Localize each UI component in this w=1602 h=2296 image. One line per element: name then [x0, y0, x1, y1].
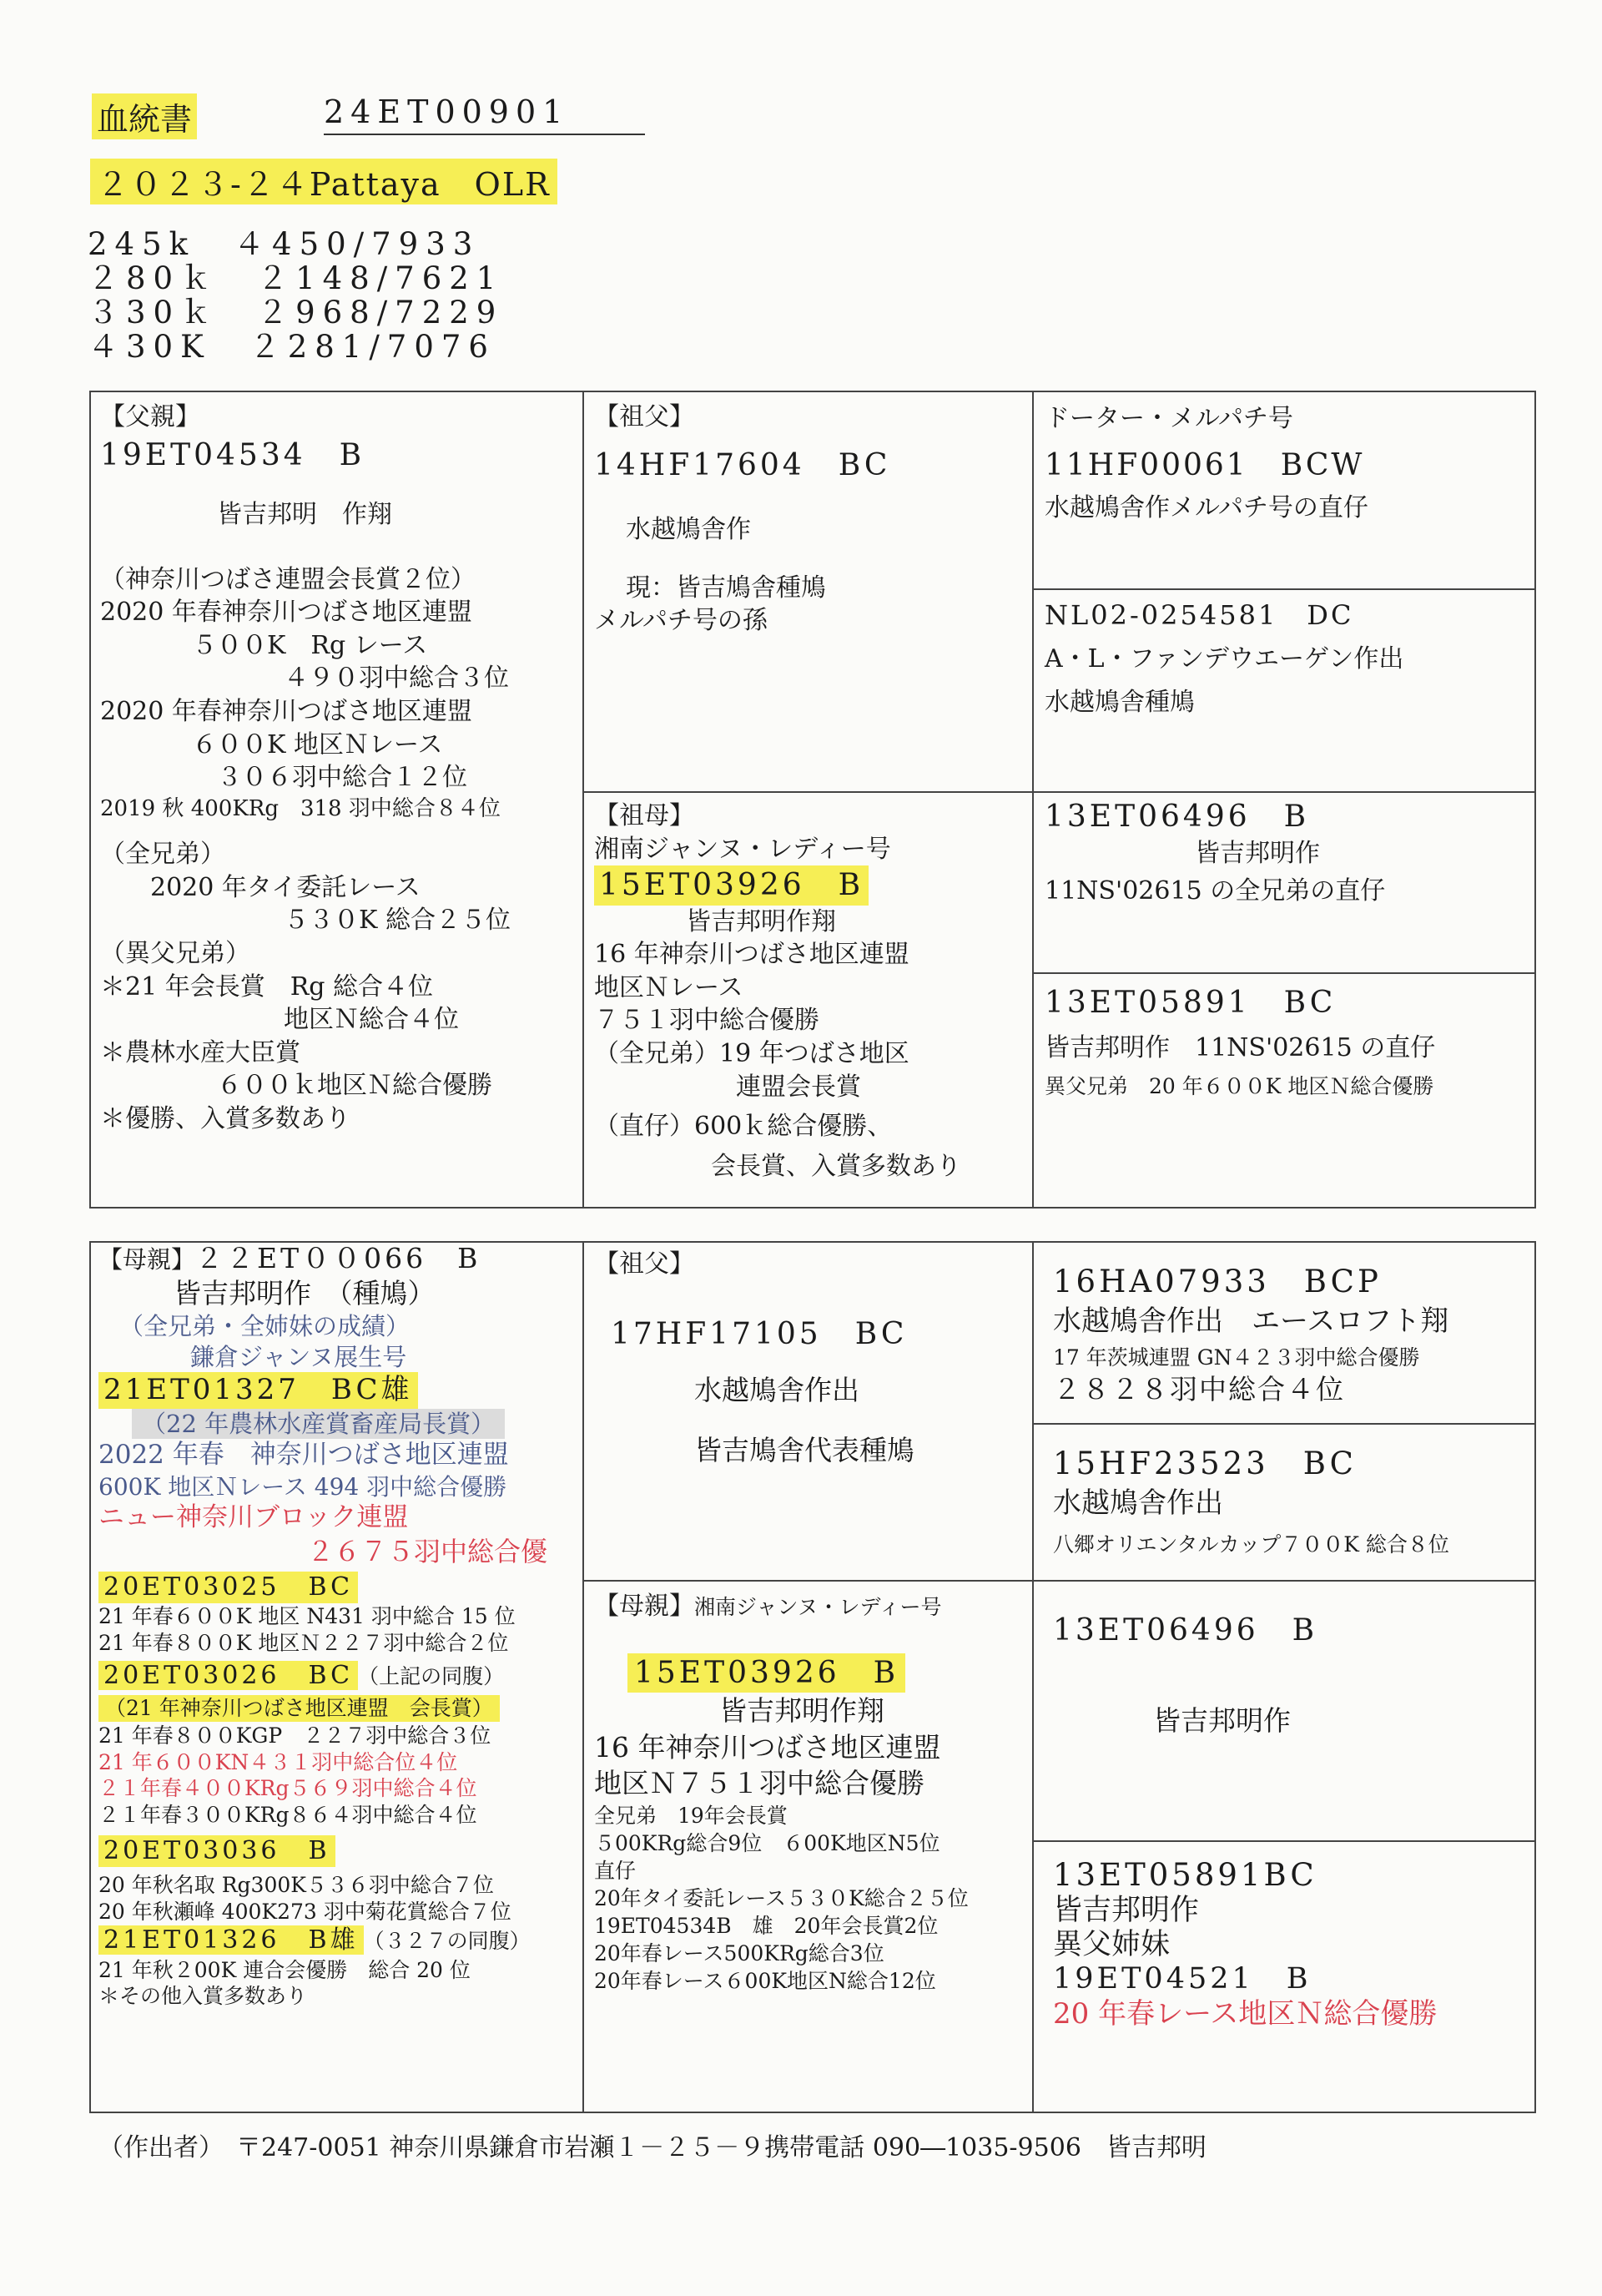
- sire-id: 19ET04534 B: [100, 437, 365, 472]
- granddam-id: 15ET03926 B: [627, 1653, 905, 1693]
- sire-line: ＊農林水産大臣賞: [100, 1037, 300, 1067]
- dam-grandsire-cell: [594, 1248, 1028, 1468]
- sire-granddam-cell: [594, 800, 1028, 1183]
- sire-cell: [100, 401, 576, 1136]
- grandsire-id: 17HF17105 BC: [611, 1316, 908, 1351]
- granddam-heading: [594, 1590, 1028, 1623]
- sib1-line-red: ２６７５羽中総合優: [307, 1535, 548, 1567]
- granddam-label: 【母親】: [594, 1592, 694, 1621]
- sire-line: 2019 秋 400KRg 318 羽中総合８４位: [100, 795, 501, 821]
- sib3-line: 21 年春８００KGP ２２７羽中総合３位: [98, 1723, 491, 1748]
- sib3-award: （21 年神奈川つばさ地区連盟 会長賞）: [98, 1695, 500, 1722]
- sib1-line-red: ニュー神奈川ブロック連盟: [98, 1502, 409, 1533]
- pedigree-id: 24ET00901: [324, 93, 645, 135]
- sib3-note: （上記の同腹）: [358, 1663, 505, 1688]
- sire-line: ３０６羽中総合１２位: [217, 763, 467, 793]
- dam-sib-name: 鎌倉ジャンヌ展生号: [190, 1342, 407, 1371]
- sib5-note: （３２７の同腹）: [363, 1929, 531, 1954]
- ggd1-id: 15HF23523 BC: [1053, 1446, 1357, 1481]
- ggs2-id: 13ET06496 B: [1053, 1613, 1318, 1648]
- granddam-label: 【祖母】: [594, 801, 694, 830]
- sire-line: ４９０羽中総合３位: [284, 664, 509, 694]
- race-name: ２０２３-２４Pattaya OLR: [90, 159, 557, 204]
- ggs1-line: ２８２８羽中総合４位: [1053, 1372, 1345, 1405]
- ggs1-id: 11HF00061 BCW: [1045, 447, 1365, 482]
- ggd1-id: NL02-0254581 DC: [1045, 599, 1354, 631]
- sib3-heading: [98, 1660, 578, 1692]
- ggs2-id: 13ET06496 B: [1045, 800, 1310, 834]
- ggs1-line: 17 年茨城連盟 GN４２３羽中総合優勝: [1053, 1345, 1420, 1370]
- dam-ggd1-cell: [1053, 1444, 1533, 1558]
- dam-breeder: 皆吉邦明作 （種鳩）: [174, 1276, 436, 1309]
- dam-cell: [98, 1241, 578, 2010]
- ggd2-line: 皆吉邦明作 11NS'02615 の直仔: [1045, 1032, 1436, 1062]
- ggs1-name: ドーター・メルパチ号: [1045, 404, 1293, 433]
- grandsire-line: 水越鳩舎作: [626, 515, 751, 545]
- ggs2-line: 皆吉邦明作: [1153, 1703, 1291, 1737]
- sib4-id: 20ET03036 B: [98, 1835, 335, 1867]
- granddam-line: 連盟会長賞: [736, 1072, 861, 1102]
- sib1-award: （22 年農林水産賞畜産局長賞）: [132, 1409, 505, 1440]
- granddam-line: ７５１羽中総合優勝: [594, 1006, 819, 1036]
- ggs1-id: 16HA07933 BCP: [1053, 1264, 1382, 1299]
- sib2-line: 21 年春６００K 地区 N431 羽中総合 15 位: [98, 1604, 516, 1629]
- granddam-small: 19ET04534B 雄 20年会長賞2位: [594, 1913, 939, 1938]
- sib2-id: 20ET03025 BC: [98, 1572, 358, 1603]
- granddam-name: 湘南ジャンヌ・レディー号: [594, 834, 891, 864]
- sire-line: 2020 年春神奈川つばさ地区連盟: [100, 598, 472, 628]
- sib5-line: 21 年秋２00K 連合会優勝 総合 20 位: [98, 1957, 471, 1982]
- ggd1-line: 水越鳩舎作出: [1053, 1486, 1223, 1520]
- sib5-line: ＊その他入賞多数あり: [98, 1984, 308, 2009]
- granddam-small: ５00KRg総合9位 ６00K地区N5位: [594, 1830, 940, 1855]
- ggd2-line: 異父兄弟 20 年６００K 地区Ｎ総合優勝: [1045, 1074, 1434, 1099]
- granddam-small: 直仔: [594, 1858, 637, 1883]
- granddam-line: 地区Ｎレース: [594, 972, 743, 1002]
- ggd1-line: 八郷オリエンタルカップ７００K 総合８位: [1053, 1532, 1449, 1557]
- granddam-line: 皆吉邦明作翔: [686, 906, 836, 936]
- sib2-line: 21 年春８００K 地区Ｎ２２７羽中総合２位: [98, 1631, 509, 1656]
- sib1-line: 2022 年春 神奈川つばさ地区連盟: [98, 1440, 509, 1471]
- ggd1-line: A・L・ファンデウエーゲン作出: [1045, 644, 1404, 674]
- sire-line: ＊21 年会長賞 Rg 総合４位: [100, 971, 434, 1002]
- sire-line: ６００ｋ地区Ｎ総合優勝: [217, 1071, 492, 1101]
- sire-line: ６００K 地区Ｎレース: [192, 729, 443, 759]
- sib3-line-red: 21 年６００KN４３１羽中総合位４位: [98, 1749, 458, 1774]
- granddam-id: 15ET03926 B: [594, 865, 869, 906]
- ggs2-line: 皆吉邦明作: [1195, 838, 1320, 868]
- sib4-line: 20 年秋瀬峰 400K273 羽中菊花賞総合７位: [98, 1899, 511, 1924]
- sire-line: 2020 年タイ委託レース: [150, 872, 421, 902]
- dam-ggd2-cell: [1053, 1857, 1533, 2031]
- ggd2-id: 13ET05891BC: [1053, 1857, 1317, 1893]
- granddam-line: （直仔）600ｋ総合優勝、: [594, 1112, 893, 1142]
- ggs1-line: 水越鳩舎作メルパチ号の直仔: [1045, 493, 1368, 523]
- granddam-line: 16 年神奈川つばさ地区連盟: [594, 1730, 941, 1764]
- ggs2-line: 11NS'02615 の全兄弟の直仔: [1045, 876, 1386, 906]
- dam-ggs2-cell: [1053, 1611, 1533, 1738]
- sire-line: （全兄弟）: [100, 840, 225, 870]
- race-result-line: ２80ｋ ２148/7621: [88, 260, 504, 296]
- sire-ggs1-cell: [1045, 402, 1529, 525]
- dam-heading: [98, 1241, 578, 1276]
- document-title: 血統書: [92, 93, 197, 139]
- sire-ggd1-cell: [1045, 598, 1529, 719]
- ggd2-line: 19ET04521 B: [1053, 1962, 1312, 1996]
- race-result-line: ４30K ２281/7076: [88, 329, 496, 365]
- grandsire-line: 水越鳩舎作出: [694, 1374, 859, 1407]
- sib3-line: ２１年春３００KRg８６４羽中総合４位: [98, 1803, 477, 1828]
- grandsire-id: 14HF17604 BC: [594, 447, 891, 482]
- sire-line: （神奈川つばさ連盟会長賞２位）: [100, 564, 476, 594]
- race-result-line: ３30ｋ ２968/7229: [88, 295, 504, 331]
- granddam-small: 20年春レース６00K地区N総合12位: [594, 1968, 936, 1993]
- dam-ggs1-cell: [1053, 1262, 1533, 1407]
- dam-granddam-cell: [594, 1590, 1028, 1995]
- sire-ggs2-cell: [1045, 797, 1529, 908]
- dam-label: 【母親】: [98, 1245, 196, 1274]
- race-results: [88, 227, 503, 364]
- sire-line: ５００K Rg レース: [192, 630, 428, 660]
- sib5-id: 21ET01326 B雄: [98, 1925, 364, 1955]
- sire-line: （異父兄弟）: [100, 938, 250, 968]
- grandsire-label: 【祖父】: [594, 1249, 694, 1279]
- granddam-line: 地区Ｎ７５１羽中総合優勝: [594, 1767, 924, 1800]
- sire-line: ＊優勝、入賞多数あり: [100, 1103, 350, 1133]
- ggs1-line: 水越鳩舎作出 エースロフト翔: [1053, 1304, 1449, 1338]
- sib1-line: 600K 地区Ｎレース 494 羽中総合優勝: [98, 1472, 507, 1501]
- granddam-small: 全兄弟 19年会長賞: [594, 1803, 788, 1828]
- sib5-heading: [98, 1925, 578, 1956]
- sib1-id: 21ET01327 BC雄: [98, 1372, 418, 1408]
- ggd2-line: 皆吉邦明作: [1053, 1893, 1200, 1927]
- sire-grandsire-cell: [594, 401, 1028, 638]
- sib3-id: 20ET03026 BC: [98, 1661, 358, 1690]
- granddam-line: 皆吉邦明作翔: [719, 1694, 884, 1728]
- ggd2-line-red: 20 年春レース地区Ｎ総合優勝: [1053, 1996, 1438, 2031]
- sire-label: 【父親】: [100, 402, 200, 431]
- race-result-line: 245k ４450/7933: [88, 226, 481, 262]
- ggd1-line: 水越鳩舎種鳩: [1045, 687, 1195, 717]
- dam-sib-label: （全兄弟・全姉妹の成績）: [119, 1311, 411, 1340]
- grandsire-line: 現：皆吉鳩舎種鳩: [626, 573, 826, 603]
- sire-line: ５３０K 総合２５位: [284, 906, 511, 936]
- dam-id: ２２ET００066 B: [195, 1242, 481, 1274]
- granddam-line: 16 年神奈川つばさ地区連盟: [594, 940, 909, 970]
- granddam-name: 湘南ジャンヌ・レディー号: [694, 1595, 942, 1619]
- granddam-line: 会長賞、入賞多数あり: [711, 1151, 961, 1181]
- ggd2-id: 13ET05891 BC: [1045, 986, 1337, 1020]
- sire-line: 地区Ｎ総合４位: [284, 1005, 459, 1035]
- grandsire-line: メルパチ号の孫: [594, 606, 768, 636]
- ggd2-line: 異父姉妹: [1053, 1927, 1171, 1961]
- grandsire-line: 皆吉鳩舎代表種鳩: [694, 1433, 914, 1466]
- granddam-small: 20年春レース500KRg総合3位: [594, 1940, 884, 1965]
- granddam-small: 20年タイ委託レース５３０K総合２５位: [594, 1885, 969, 1910]
- breeder-contact: （作出者） 〒247-0051 神奈川県鎌倉市岩瀬１－２５－９携帯電話 090―1035-9506 皆吉邦明: [98, 2133, 1207, 2162]
- sib4-line: 20 年秋名取 Rg300K５３６羽中総合７位: [98, 1872, 494, 1897]
- sire-breeder: 皆吉邦明 作翔: [217, 500, 392, 530]
- sib3-line-red: ２１年春４００KRg５６９羽中総合４位: [98, 1776, 477, 1801]
- granddam-line: （全兄弟）19 年つばさ地区: [594, 1039, 909, 1069]
- sire-line: 2020 年春神奈川つばさ地区連盟: [100, 697, 472, 727]
- sire-ggd2-cell: [1045, 983, 1529, 1100]
- grandsire-label: 【祖父】: [594, 402, 694, 431]
